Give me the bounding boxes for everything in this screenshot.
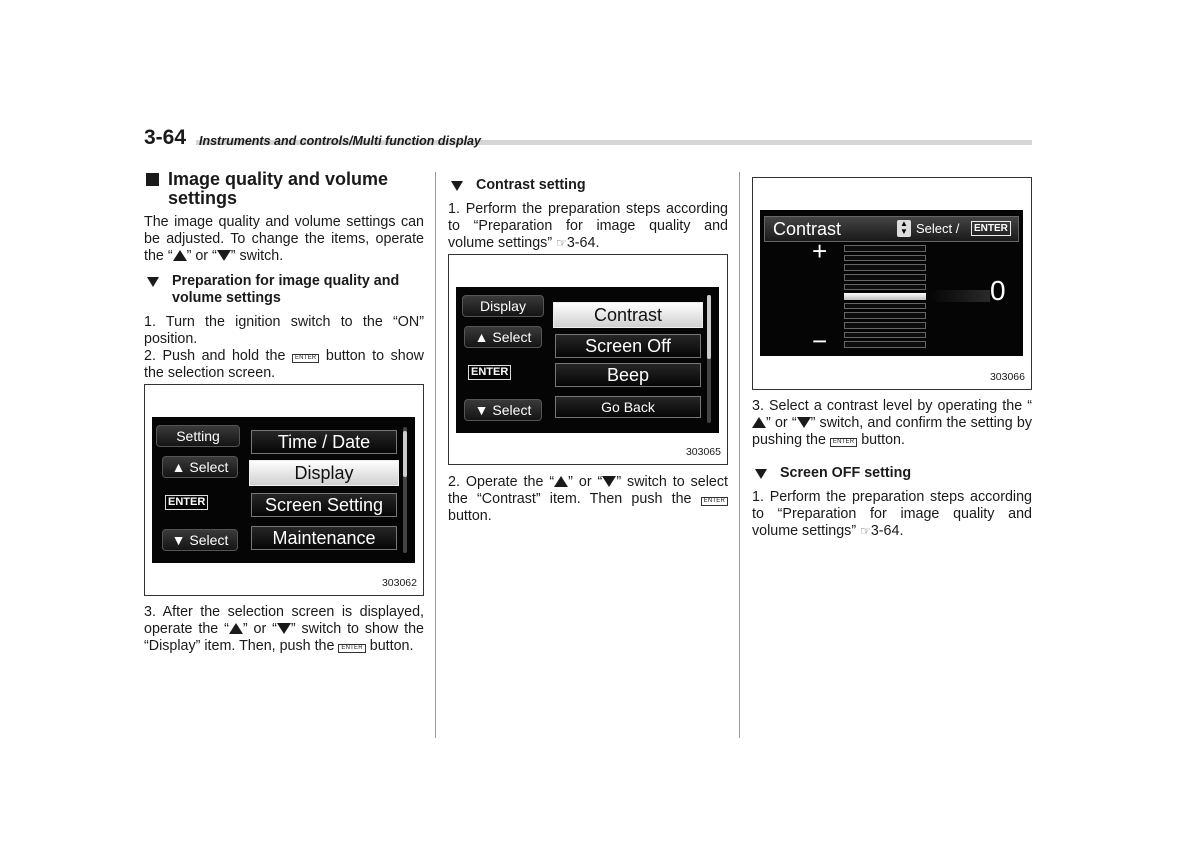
display-button: Display <box>462 295 544 317</box>
figure-number: 303065 <box>685 446 721 458</box>
level-bar-selected <box>844 293 926 300</box>
heading-contrast: Contrast setting <box>448 177 728 194</box>
column-1 <box>144 170 424 382</box>
down-arrow-icon <box>797 417 811 428</box>
down-arrow-icon <box>277 623 291 634</box>
enter-button: ENTER <box>468 365 511 380</box>
menu-item-time-date: Time / Date <box>251 430 397 454</box>
figure-number: 303062 <box>381 577 417 589</box>
enter-button-icon: ENTER <box>830 438 857 447</box>
level-bar <box>844 255 926 262</box>
intro-paragraph: The image quality and volume settings can be adjusted. To change the items, operate the “ ” or “ ” switch. <box>144 214 424 264</box>
setting-button: Setting <box>156 425 240 447</box>
level-bar <box>844 284 926 291</box>
contrast-header-bar <box>764 216 1019 242</box>
contrast-title: Contrast <box>773 219 842 239</box>
contrast-value: 0 <box>990 275 1006 306</box>
scrollbar-thumb <box>403 431 407 477</box>
minus-sign: − <box>812 326 828 356</box>
menu-item-screen-off: Screen Off <box>555 334 701 358</box>
contrast-step-3: 3. Select a contrast level by operating the “” or “ ” switch, and confirm the setting by pushing the ENTER button. <box>752 398 1032 448</box>
triangle-bullet-icon <box>755 469 767 479</box>
display-screen <box>760 210 1023 356</box>
level-bar <box>844 303 926 310</box>
level-bar <box>844 312 926 319</box>
column-2-bottom <box>448 474 728 525</box>
menu-item-beep: Beep <box>555 363 701 387</box>
menu-item-contrast: Contrast <box>553 302 703 328</box>
select-hint: Select / <box>916 221 960 236</box>
heading-preparation: Preparation for image quality and volume settings <box>144 273 424 307</box>
enter-button-icon: ENTER <box>292 354 319 363</box>
display-screen <box>456 287 719 433</box>
down-arrow-icon <box>602 476 616 487</box>
enter-button-icon: ENTER <box>701 497 728 506</box>
contrast-step-2: 2. Operate the “ ” or “ ” switch to select the “Contrast” item. Then push the ENTER button. <box>448 474 728 524</box>
up-arrow-icon <box>173 250 187 261</box>
display-screen <box>152 417 415 563</box>
menu-item-go-back: Go Back <box>555 396 701 418</box>
plus-sign: + <box>812 236 828 266</box>
up-arrow-icon <box>752 417 766 428</box>
column-2 <box>448 177 728 252</box>
page-number: 3-64 <box>144 126 187 149</box>
up-down-icon: ▲ ▼ <box>897 220 911 237</box>
level-bar <box>844 332 926 339</box>
figure-contrast-screen <box>752 177 1032 390</box>
level-bar <box>844 245 926 252</box>
menu-item-display: Display <box>249 460 399 486</box>
figure-number: 303066 <box>989 371 1025 383</box>
column-divider <box>435 172 436 738</box>
up-arrow-icon <box>554 476 568 487</box>
prep-step-2: 2. Push and hold the ENTER button to show the selection screen. <box>144 348 424 381</box>
contrast-level-scale <box>844 244 926 350</box>
triangle-bullet-icon <box>451 181 463 191</box>
scrollbar-thumb <box>707 295 711 359</box>
prep-step-1: 1. Turn the ignition switch to the “ON” position. <box>144 314 424 347</box>
column-3 <box>752 398 1032 540</box>
select-down-button: ▼ Select <box>162 529 238 551</box>
heading-screen-off: Screen OFF setting <box>752 465 1032 482</box>
menu-item-maintenance: Maintenance <box>251 526 397 550</box>
down-arrow-icon <box>217 250 231 261</box>
select-up-button: ▲ Select <box>464 326 542 348</box>
level-bar <box>844 341 926 348</box>
prep-step-3: 3. After the selection screen is displayed, operate the “ ” or “ ” switch to show the “Display” item. Then, push the ENTER button. <box>144 604 424 654</box>
up-arrow-icon <box>229 623 243 634</box>
contrast-step-1: 1. Perform the preparation steps according to “Preparation for image quality and volume settings” ☞3-64. <box>448 201 728 251</box>
reference-icon: ☞ <box>556 236 567 250</box>
heading-image-quality: Image quality and volume settings <box>144 170 424 208</box>
screen-off-step-1: 1. Perform the preparation steps according to “Preparation for image quality and volume settings” ☞3-64. <box>752 489 1032 539</box>
level-bar <box>844 322 926 329</box>
column-divider <box>739 172 740 738</box>
enter-button-icon: ENTER <box>338 644 365 653</box>
column-1-bottom <box>144 604 424 655</box>
square-bullet-icon <box>146 173 159 186</box>
section-title: Instruments and controls/Multi function display <box>199 134 481 148</box>
figure-setting-menu <box>144 384 424 596</box>
figure-display-menu <box>448 254 728 465</box>
select-up-button: ▲ Select <box>162 456 238 478</box>
level-bar <box>844 274 926 281</box>
enter-button: ENTER <box>165 495 208 510</box>
select-down-button: ▼ Select <box>464 399 542 421</box>
enter-hint: ENTER <box>971 221 1011 236</box>
triangle-bullet-icon <box>147 277 159 287</box>
level-indicator-bar <box>930 290 990 302</box>
menu-item-screen-setting: Screen Setting <box>251 493 397 517</box>
reference-icon: ☞ <box>860 524 871 538</box>
level-bar <box>844 264 926 271</box>
